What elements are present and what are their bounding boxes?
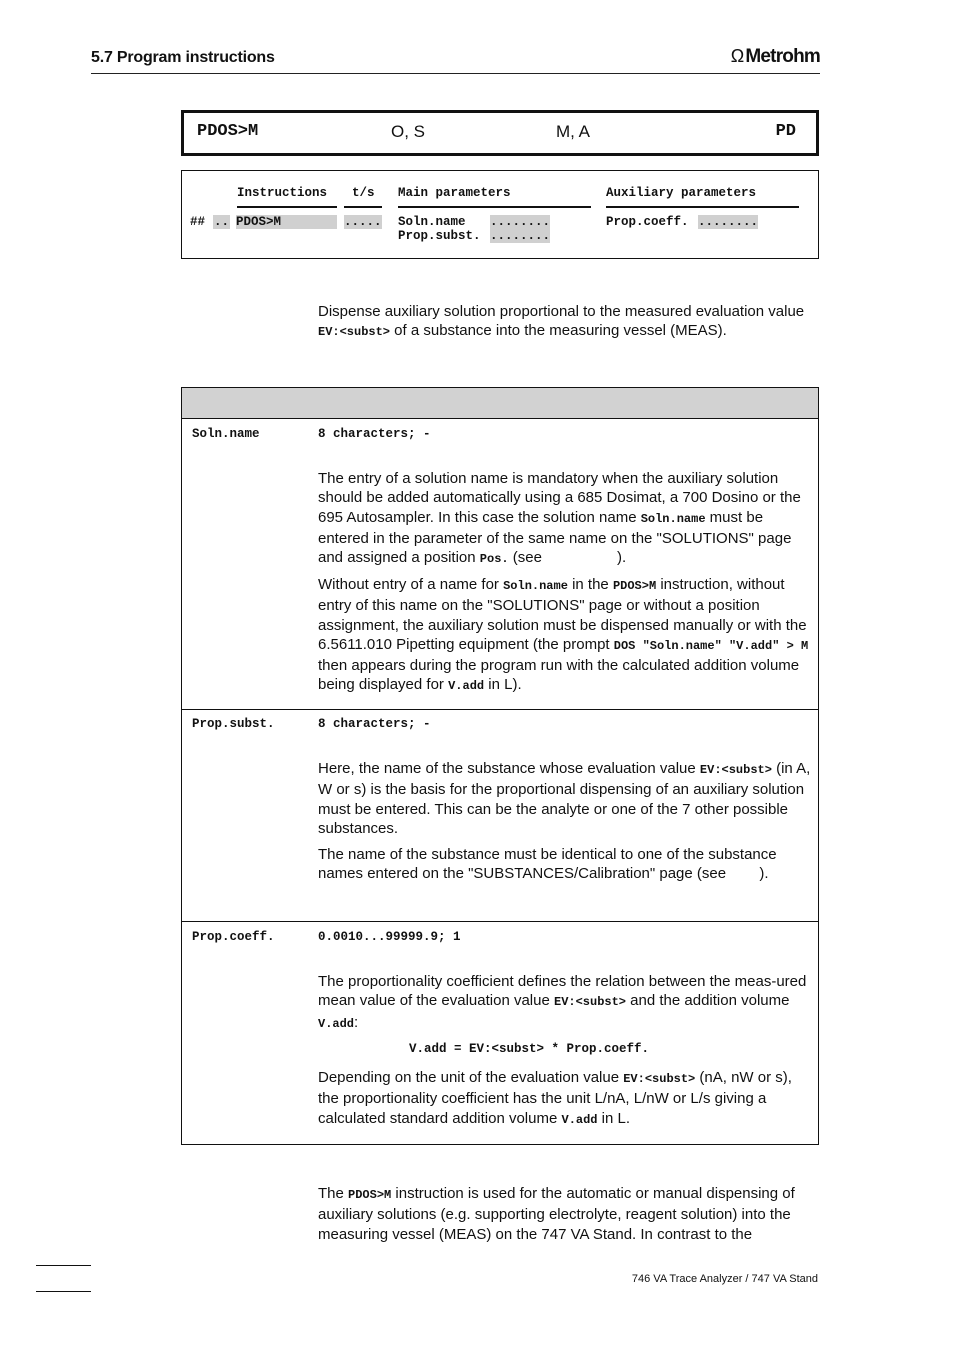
intro-code: EV:<subst>: [318, 325, 391, 340]
text: in L.: [597, 1109, 631, 1127]
ts-field: .....: [344, 215, 382, 229]
footer-text: 746 VA Trace Analyzer / 747 VA Stand: [631, 1273, 818, 1285]
col-underline: [237, 206, 337, 208]
param-range: 8 characters; -: [318, 717, 431, 731]
main-param-field: ........: [490, 229, 551, 243]
col-ts-header: t/s: [352, 186, 375, 200]
instruction-mode-o: O, S: [391, 122, 426, 141]
text: instruction, without entry of this name on the "SOLUTIONS" page or without a position assignment, the auxiliary solution must be dispensed manually or with the 6.5611.010 Pipetting equipment (the prompt: [318, 576, 807, 653]
parameter-table-header: [182, 388, 818, 419]
coeff-desc-1: [318, 972, 813, 1034]
text: and the addition volume: [626, 992, 790, 1010]
program-line-box: [181, 170, 819, 259]
coeff-desc-2: [318, 1068, 813, 1130]
code: EV:<subst>: [554, 995, 627, 1010]
code: EV:<subst>: [623, 1072, 696, 1086]
main-param-label: Soln.name: [398, 215, 466, 229]
footer-rule: [36, 1265, 91, 1266]
line-dots: ..: [214, 215, 230, 229]
text: The entry of a solution name is mandatory when the auxiliary solution should be added automatically using a 685 Dosimat, a 700 Dosino or the 695 Autosampler. In this case the solution name: [318, 470, 801, 526]
code: V.add: [318, 1016, 355, 1031]
text: must be entered in the parameter of the same name on the "SOLUTIONS" page and assigned a position: [318, 508, 792, 567]
intro-paragraph: [318, 302, 813, 343]
param-range: 8 characters; -: [318, 427, 431, 441]
col-underline: [398, 206, 591, 208]
text: (nA, nW or s), the proportionality coefficient has the unit L/nA, L/nW or L/s giving a calculated standard addition volume: [318, 1069, 792, 1127]
param-name: Soln.name: [192, 427, 260, 441]
code: V.add: [561, 1112, 598, 1127]
text: The proportionality coefficient defines the relation between the meas-ured mean value of the evaluation value: [318, 973, 807, 1010]
code: DOS "Soln.name" "V.add" > M: [613, 638, 809, 653]
row-divider: [182, 921, 818, 922]
text: Depending on the unit of the evaluation value: [318, 1069, 624, 1086]
aux-param-field: ........: [698, 215, 759, 229]
instruction-field: PDOS>M: [236, 215, 337, 229]
code: Soln.name: [640, 511, 706, 526]
instruction-title-box: [181, 110, 819, 156]
soln-desc-2: [318, 575, 813, 697]
code: PDOS>M: [612, 579, 657, 593]
col-instructions-header: Instructions: [237, 186, 328, 200]
col-main-header: Main parameters: [398, 186, 511, 200]
main-param-label: Prop.subst.: [398, 229, 481, 243]
param-name: Prop.subst.: [192, 717, 275, 731]
aux-param-label: Prop.coeff.: [606, 215, 689, 229]
text: then appears during the program run with the calculated addition volume being displayed for: [318, 657, 800, 694]
text: Here, the name of the substance whose evaluation value: [318, 760, 700, 777]
row-divider: [182, 709, 818, 710]
instruction-mode-m: M, A: [556, 122, 591, 141]
soln-desc-1: [318, 469, 813, 569]
param-name: Prop.coeff.: [192, 930, 275, 944]
code: Pos.: [479, 552, 509, 567]
code: V.add: [448, 679, 485, 694]
col-underline: [344, 206, 382, 208]
text: (see ).: [508, 549, 627, 567]
formula: V.add = EV:<subst> * Prop.coeff.: [409, 1042, 650, 1056]
outro-paragraph: [318, 1184, 813, 1244]
code: PDOS>M: [348, 1188, 392, 1202]
text: in L).: [484, 676, 522, 694]
main-param-field: ........: [490, 215, 551, 229]
instruction-code: PD: [775, 122, 796, 141]
subst-desc-1: [318, 759, 813, 838]
header-rule: [91, 73, 820, 74]
intro-text: Dispense auxiliary solution proportional to the measured evaluation value: [318, 303, 805, 320]
param-range: 0.0010...99999.9; 1: [318, 930, 461, 944]
text: :: [354, 1013, 359, 1031]
brand-logo: [731, 46, 820, 68]
section-heading: 5.7 Program instructions: [91, 49, 275, 66]
omega-logo-icon: Ω: [730, 46, 744, 66]
subst-desc-2: The name of the substance must be identical to one of the substance names entered on the "SUBSTANCES/Calibration" page (see ).: [318, 846, 781, 883]
text: in the: [567, 576, 613, 593]
col-underline: [606, 206, 799, 208]
text: Without entry of a name for: [318, 576, 504, 593]
code: EV:<subst>: [699, 763, 772, 777]
code: Soln.name: [503, 579, 568, 593]
col-aux-header: Auxiliary parameters: [606, 186, 757, 200]
text: (in A, W or s) is the basis for the proportional dispensing of an auxiliary solution must be entered. This can be the analyte or one of the 7 other possible substances.: [318, 760, 811, 837]
instruction-name: PDOS>M: [197, 122, 259, 141]
footer-rule: [36, 1291, 91, 1292]
line-number: ##: [190, 215, 206, 229]
text: The: [318, 1185, 349, 1202]
brand-name: Metrohm: [745, 46, 820, 67]
intro-text: of a substance into the measuring vessel (MEAS).: [390, 322, 727, 340]
text: instruction is used for the automatic or manual dispensing of auxiliary solutions (e.g. supporting electrolyte, reagent solution) into the measuring vessel (MEAS) on the 747 VA Stand. In contrast to the: [318, 1185, 795, 1243]
